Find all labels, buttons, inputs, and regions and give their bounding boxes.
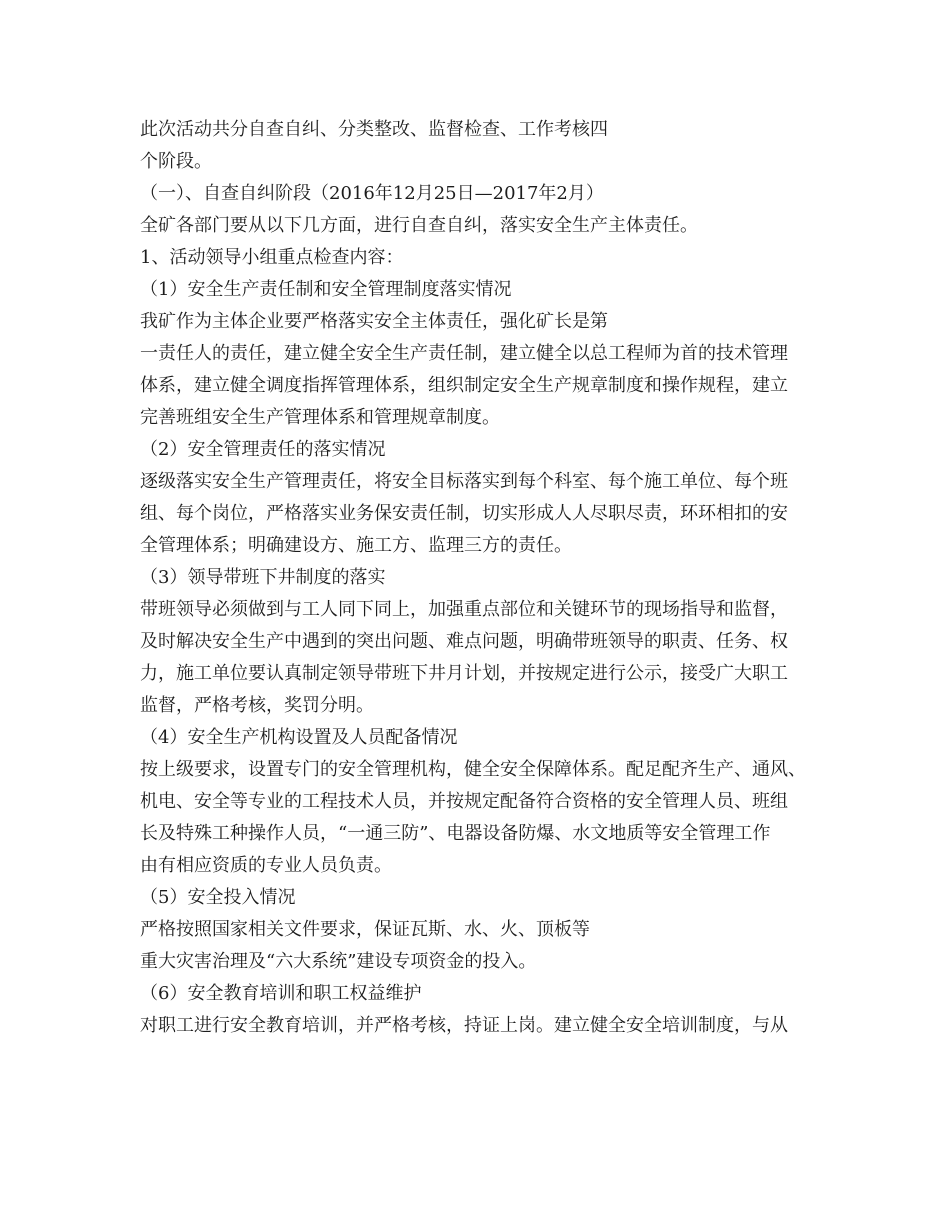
paragraph-line: 完善班组安全生产管理体系和管理规章制度。 (140, 407, 500, 428)
item-heading-6: （6）安全教育培训和职工权益维护 (140, 983, 422, 1004)
paragraph-line: 按上级要求，设置专门的安全管理机构，健全安全保障体系。配足配齐生产、通风、 (140, 759, 806, 780)
paragraph-line: 力，施工单位要认真制定领导带班下井月计划，并按规定进行公示，接受广大职工 (140, 663, 788, 684)
paragraph-line: 监督，严格考核，奖罚分明。 (140, 695, 374, 716)
paragraph-line: 重大灾害治理及“六大系统”建设专项资金的投入。 (140, 951, 537, 972)
paragraph-line: 此次活动共分自查自纠、分类整改、监督检查、工作考核四 (140, 119, 608, 140)
subsection-heading: 1、活动领导小组重点检查内容： (140, 247, 404, 268)
paragraph-line: 带班领导必须做到与工人同下同上，加强重点部位和关键环节的现场指导和监督， (140, 599, 788, 620)
section-heading: （一）、自查自纠阶段（2016年12月25日—2017年2月） (140, 183, 604, 204)
paragraph-line: 全矿各部门要从以下几方面，进行自查自纠，落实安全生产主体责任。 (140, 215, 698, 236)
paragraph-line: 组、每个岗位，严格落实业务保安责任制，切实形成人人尽职尽责，环环相扣的安 (140, 503, 788, 524)
paragraph-line: 一责任人的责任，建立健全安全生产责任制，建立健全以总工程师为首的技术管理 (140, 343, 788, 364)
item-heading-3: （3）领导带班下井制度的落实 (140, 567, 386, 588)
paragraph-line: 体系，建立健全调度指挥管理体系，组织制定安全生产规章制度和操作规程，建立 (140, 375, 788, 396)
item-heading-5: （5）安全投入情况 (140, 887, 296, 908)
item-heading-1: （1）安全生产责任制和安全管理制度落实情况 (140, 279, 512, 300)
paragraph-line: 对职工进行安全教育培训，并严格考核，持证上岗。建立健全安全培训制度，与从 (140, 1015, 788, 1036)
paragraph-line: 长及特殊工种操作人员，“一通三防”、电器设备防爆、水文地质等安全管理工作 (140, 823, 771, 844)
paragraph-line: 全管理体系；明确建设方、施工方、监理三方的责任。 (140, 535, 572, 556)
paragraph-line: 由有相应资质的专业人员负责。 (140, 855, 392, 876)
item-heading-4: （4）安全生产机构设置及人员配备情况 (140, 727, 458, 748)
paragraph-line: 个阶段。 (140, 151, 212, 172)
document-body (140, 114, 840, 1042)
paragraph-line: 机电、安全等专业的工程技术人员，并按规定配备符合资格的安全管理人员、班组 (140, 791, 788, 812)
paragraph-line: 及时解决安全生产中遇到的突出问题、难点问题，明确带班领导的职责、任务、权 (140, 631, 788, 652)
paragraph-line: 逐级落实安全生产管理责任，将安全目标落实到每个科室、每个施工单位、每个班 (140, 471, 788, 492)
paragraph-line: 严格按照国家相关文件要求，保证瓦斯、水、火、顶板等 (140, 919, 590, 940)
paragraph-line: 我矿作为主体企业要严格落实安全主体责任，强化矿长是第 (140, 311, 608, 332)
item-heading-2: （2）安全管理责任的落实情况 (140, 439, 386, 460)
